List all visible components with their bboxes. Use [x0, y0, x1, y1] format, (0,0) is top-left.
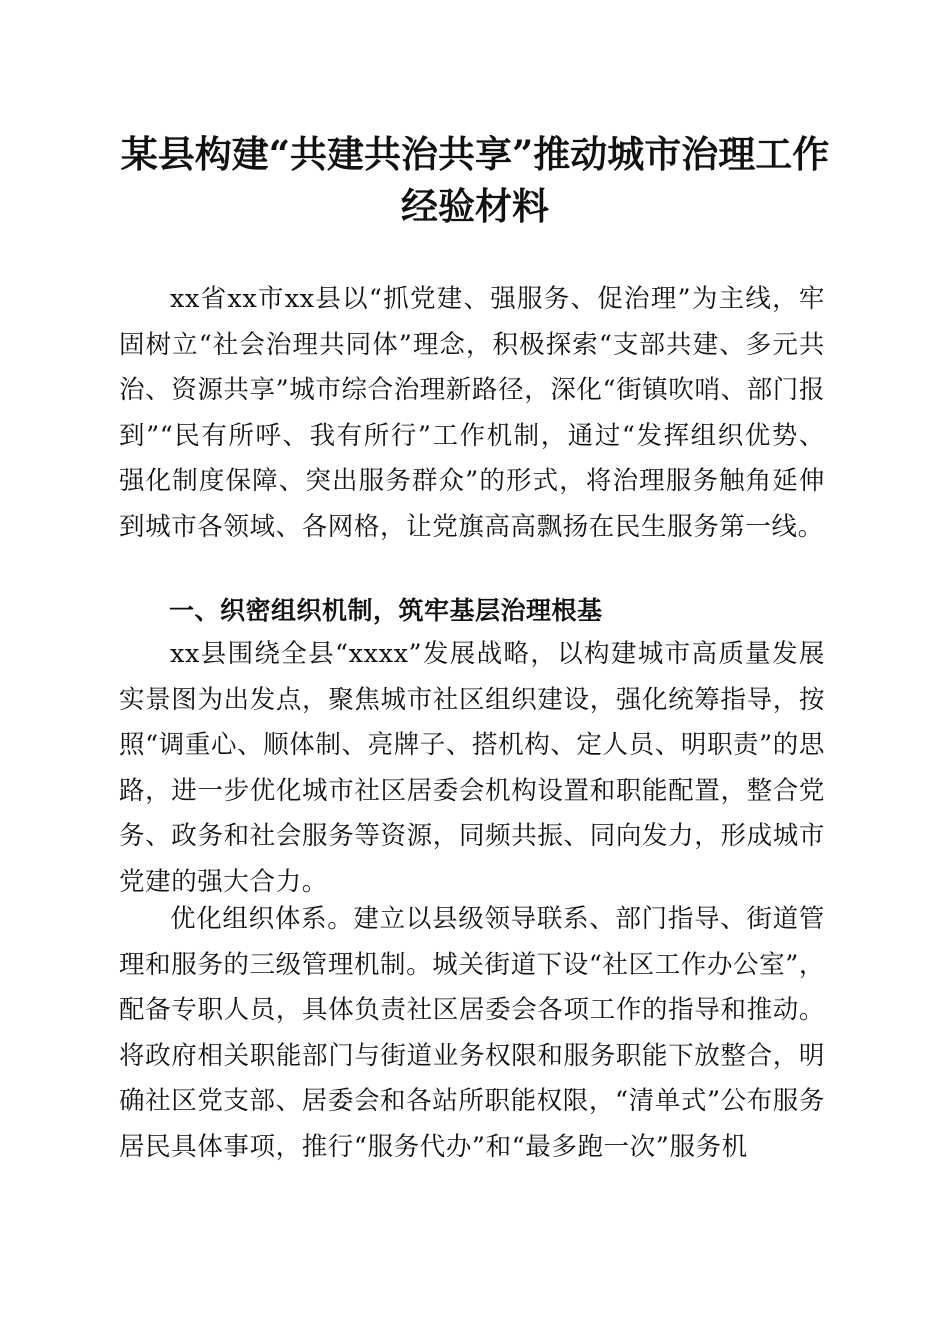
section1-paragraph-2: 优化组织体系。建立以县级领导联系、部门指导、街道管理和服务的三级管理机制。城关街道下设“社区工作办公室”，配备专职人员，具体负责社区居委会各项工作的指导和推动。将政府相关职能部门与街道业务权限和服务职能下放整合，明确社区党支部、居委会和各站所职能权限，“清单式”公布服务居民具体事项，推行“服务代办”和“最多跑一次”服务机 — [119, 904, 825, 1162]
intro-paragraph: xx省xx市xx县以“抓党建、强服务、促治理”为主线，牢固树立“社会治理共同体”理念，积极探索“支部共建、多元共治、资源共享”城市综合治理新路径，深化“街镇吹哨、部门报到”“民有所呼、我有所行”工作机制，通过“发挥组织优势、强化制度保障、突出服务群众”的形式，将治理服务触角延伸到城市各领域、各网格，让党旗高高飘扬在民生服务第一线。 — [119, 284, 825, 542]
document-title — [110, 128, 840, 232]
section1-paragraph-1: xx县围绕全县“xxxx”发展战略，以构建城市高质量发展实景图为出发点，聚焦城市社区组织建设，强化统筹指导，按照“调重心、顺体制、亮牌子、搭机构、定人员、明职责”的思路，进一步优化城市社区居委会机构设置和职能配置，整合党务、政务和社会服务等资源，同频共振、同向发力，形成城市党建的强大合力。 — [119, 639, 825, 897]
title-line-1: 某县构建“共建共治共享”推动城市治理工作 — [120, 132, 830, 176]
title-line-2: 经验材料 — [401, 184, 549, 228]
section-heading-1: 一、织密组织机制，筑牢基层治理根基 — [169, 596, 603, 625]
